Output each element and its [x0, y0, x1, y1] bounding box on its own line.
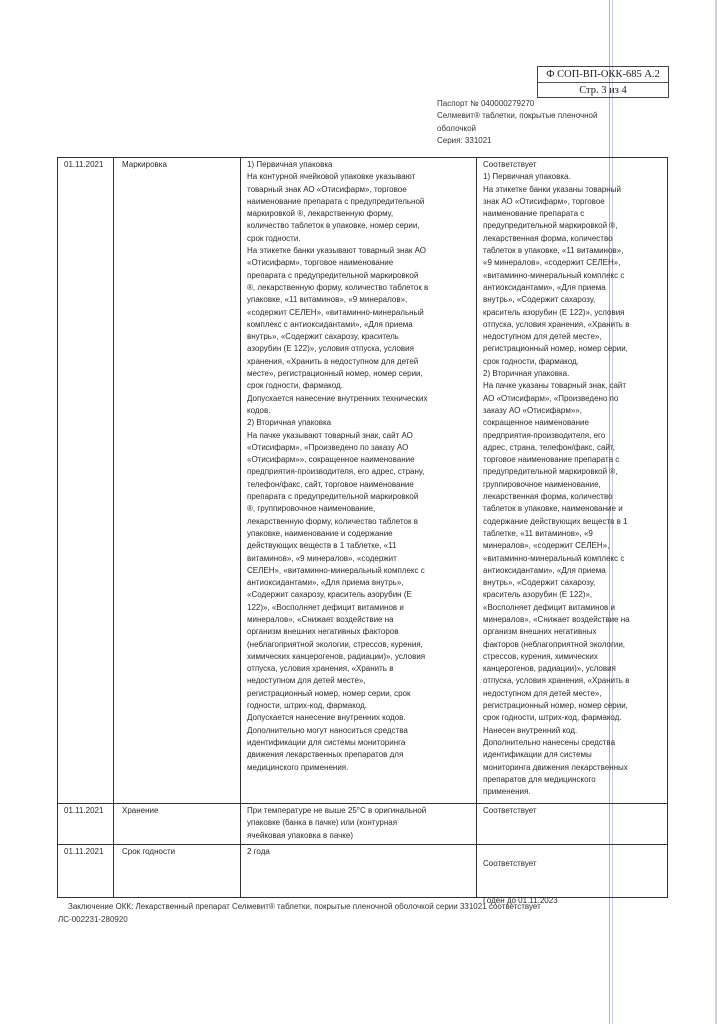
row-requirement: 2 года: [241, 844, 477, 897]
row-date: 01.11.2021: [58, 158, 114, 804]
row-result-cell: [477, 844, 668, 906]
row-result: Соответствует 1) Первичная упаковка. На этикетке банки указаны товарный знак АО «Отисифарм», торговое наименование препарата с предупредительной маркировкой ®, лекарственная форма, количество таблеток в упаковке, «11 витаминов», «9 минералов», «содержит СЕЛЕН», «витаминно-минеральный комплекс с антиоксидантами», «Для приема внутрь», «Содержит сахарозу, краситель азорубин (Е 122)», условия отпуска, условия хранения, «Хранить в недоступном для детей месте», регистрационный номер, номер серии, срок годности, фармакод. 2) Вторичная упаковка. На пачке указаны товарный знак, сайт АО «Отисифарм», «Произведено по заказу АО «Отисифарм»», сокращенное наименование предприятия-производителя, его адрес, страна, телефон/факс, сайт, торговое наименование препарата с предупредительной маркировкой ®, группировочное наименование, лекарственная форма, количество таблеток в упаковке, наименование и содержание действующих веществ в 1 таблетке, «11 витаминов», «9 минералов», «содержит СЕЛЕН», «витаминно-минеральный комплекс с антиоксидантами», «Для приема внутрь», «Содержит сахарозу, краситель азорубин (Е 122)», «Восполняет дефицит витаминов и минералов», «Снижает воздействие на организм внешних негативных факторов (неблагоприятной экологии, стрессов, курения, химических канцерогенов, радиации)», условия отпуска, условия хранения, «Хранить в недоступном для детей месте», регистрационный номер, номер серии, срок годности, штрих-код, фармакод. Нанесен внутренний код. Дополнительно нанесены средства идентификации для системы мониторинга движения лекарственных препаратов для медицинского применения.: [477, 158, 668, 804]
row-requirement: При температуре не выше 25°С в оригинальной упаковке (банка в пачке) или (контурная ячейковая упаковка в пачке): [241, 804, 477, 845]
table-row-marking: [58, 158, 668, 804]
conclusion-text: Заключение ОКК: Лекарственный препарат Селмевит® таблетки, покрытые пленочной оболочкой серии 331021 соответствует: [68, 902, 541, 911]
conclusion: [58, 901, 618, 926]
passport-info: [437, 98, 597, 147]
registration-number: ЛС-002231-280920: [58, 914, 128, 924]
row-result: Соответствует: [483, 859, 537, 869]
batch-number: Серия: 331021: [437, 135, 492, 145]
row-parameter: Хранение: [114, 804, 241, 845]
row-parameter: Маркировка: [114, 158, 241, 804]
document-code-box: [537, 66, 669, 98]
row-result: Соответствует: [477, 804, 668, 845]
document-code: Ф СОП-ВП-ОКК-685 А.2: [546, 69, 660, 80]
table-row-storage: [58, 804, 668, 845]
expiry-date: Годен до 01.11.2023: [483, 896, 558, 906]
page-number: Стр. 3 из 4: [538, 82, 668, 98]
product-name-line1: Селмевит® таблетки, покрытые пленочной: [437, 111, 598, 121]
product-name-line2: оболочкой: [437, 123, 477, 133]
row-parameter: Срок годности: [114, 844, 241, 897]
row-requirement: 1) Первичная упаковка На контурной ячейковой упаковке указывают товарный знак АО «Отисифарм», торговое наименование препарата с предупредительной маркировкой ®, лекарственную форму, количество таблеток в упаковке, номер серии, срок годности. На этикетке банки указывают товарный знак АО «Отисифарм», торговое наименование препарата с предупредительной маркировкой ®, лекарственную форму, количество таблеток в упаковке, «11 витаминов», «9 минералов», «содержит СЕЛЕН», «витаминно-минеральный комплекс с антиоксидантами», «Для приема внутрь», «Содержит сахарозу, краситель азорубин (Е 122)», условия отпуска, условия хранения, «Хранить в недоступном для детей месте», регистрационный номер, номер серии, срок годности, фармакод. Допускается нанесение внутренних технических кодов. 2) Вторичная упаковка На пачке указывают товарный знак, сайт АО «Отисифарм», «Произведено по заказу АО «Отисифарм»», сокращенное наименование предприятия-производителя, его адрес, страну, телефон/факс, сайт, торговое наименование препарата с предупредительной маркировкой ®, группировочное наименование, лекарственную форму, количество таблеток в упаковке, наименование и содержание действующих веществ в 1 таблетке, «11 витаминов», «9 минералов», «содержит СЕЛЕН», «витаминно-минеральный комплекс с антиоксидантами», «Для приема внутрь», «Содержит сахарозу, краситель азорубин (Е 122)», «Восполняет дефицит витаминов и минералов», «Снижает воздействие на организм внешних негативных факторов (неблагоприятной экологии, стрессов, курения, химических канцерогенов, радиации)», условия отпуска, условия хранения, «Хранить в недоступном для детей месте», регистрационный номер, номер серии, срок годности, штрих-код, фармакод. Допускается нанесение внутренних кодов. Дополнительно могут наноситься средства идентификации для системы мониторинга движения лекарственных препаратов для медицинского применения.: [241, 158, 477, 804]
table-row-shelf-life: [58, 844, 668, 897]
passport-number: Паспорт № 040000279270: [437, 99, 535, 108]
row-date: 01.11.2021: [58, 804, 114, 845]
row-date: 01.11.2021: [58, 844, 114, 897]
quality-control-table: [57, 157, 668, 906]
